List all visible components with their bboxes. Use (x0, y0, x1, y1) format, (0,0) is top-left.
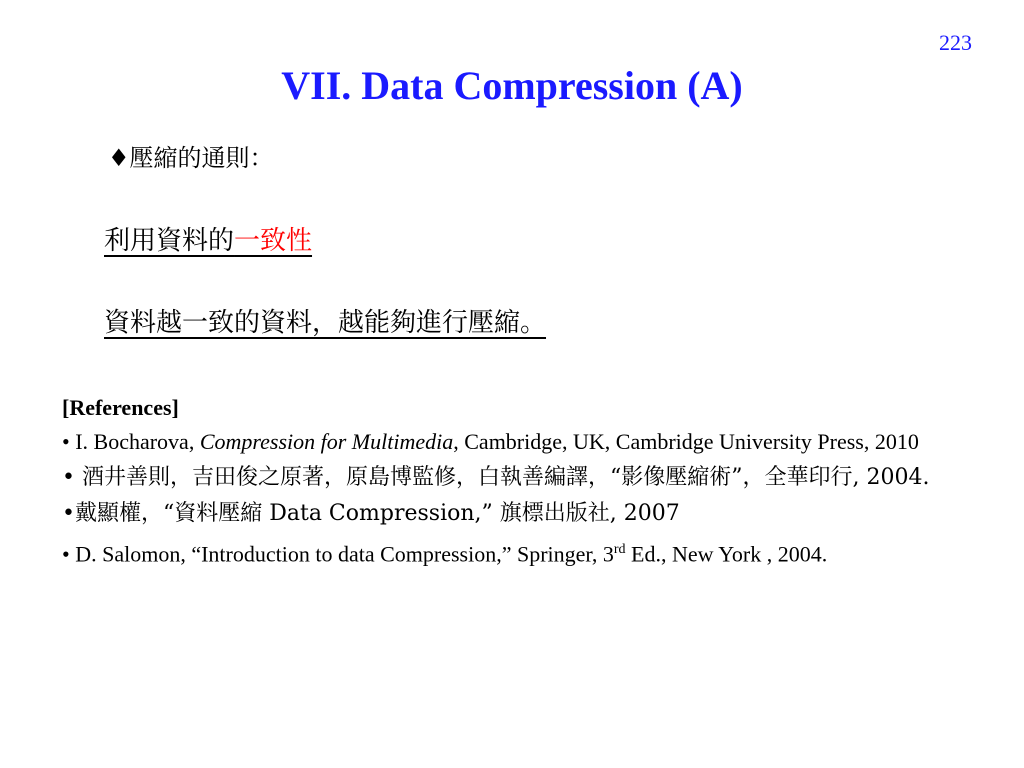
reference-item-3 (62, 498, 986, 530)
bullet-icon: • (62, 541, 70, 567)
reference-item-4 (62, 534, 986, 570)
reference-4-rest: Ed., New York , 2004. (625, 541, 828, 567)
reference-1-author: I. Bocharova, (75, 429, 200, 454)
principle-heading (108, 138, 274, 173)
reference-4-text: D. Salomon, “Introduction to data Compression,” Springer, 3 (69, 541, 614, 567)
bullet-icon: • (62, 465, 75, 490)
reference-2-text: 酒井善則，吉田俊之原著，原島博監修，白執善編譯，“影像壓縮術”，全華印行, 2004. (74, 465, 930, 490)
bullet-icon: • (62, 429, 70, 454)
diamond-bullet-icon: ♦ (108, 144, 130, 172)
reference-3-text: 戴顯權，“資料壓縮 Data Compression,” 旗標出版社, 2007 (74, 501, 680, 526)
principle-heading-text: 壓縮的通則： (129, 144, 274, 172)
reference-item-2 (62, 462, 986, 494)
principle-line-1-prefix: 利用資料的 (104, 226, 235, 256)
references-header: [References] (62, 395, 179, 420)
slide-title: VII. Data Compression (A) (281, 63, 743, 108)
references-section (62, 392, 986, 574)
principle-line-1 (104, 220, 312, 257)
reference-4-superscript: rd (613, 542, 626, 557)
reference-1-rest: , Cambridge, UK, Cambridge University Press, 2010 (453, 429, 919, 454)
bullet-icon: • (62, 501, 75, 526)
page-number: 223 (939, 30, 972, 55)
principle-line-1-highlight: 一致性 (234, 226, 313, 256)
principle-line-2: 資料越一致的資料，越能夠進行壓縮。 (104, 308, 547, 338)
reference-1-title: Compression for Multimedia (199, 429, 454, 454)
reference-item-1 (62, 426, 986, 458)
